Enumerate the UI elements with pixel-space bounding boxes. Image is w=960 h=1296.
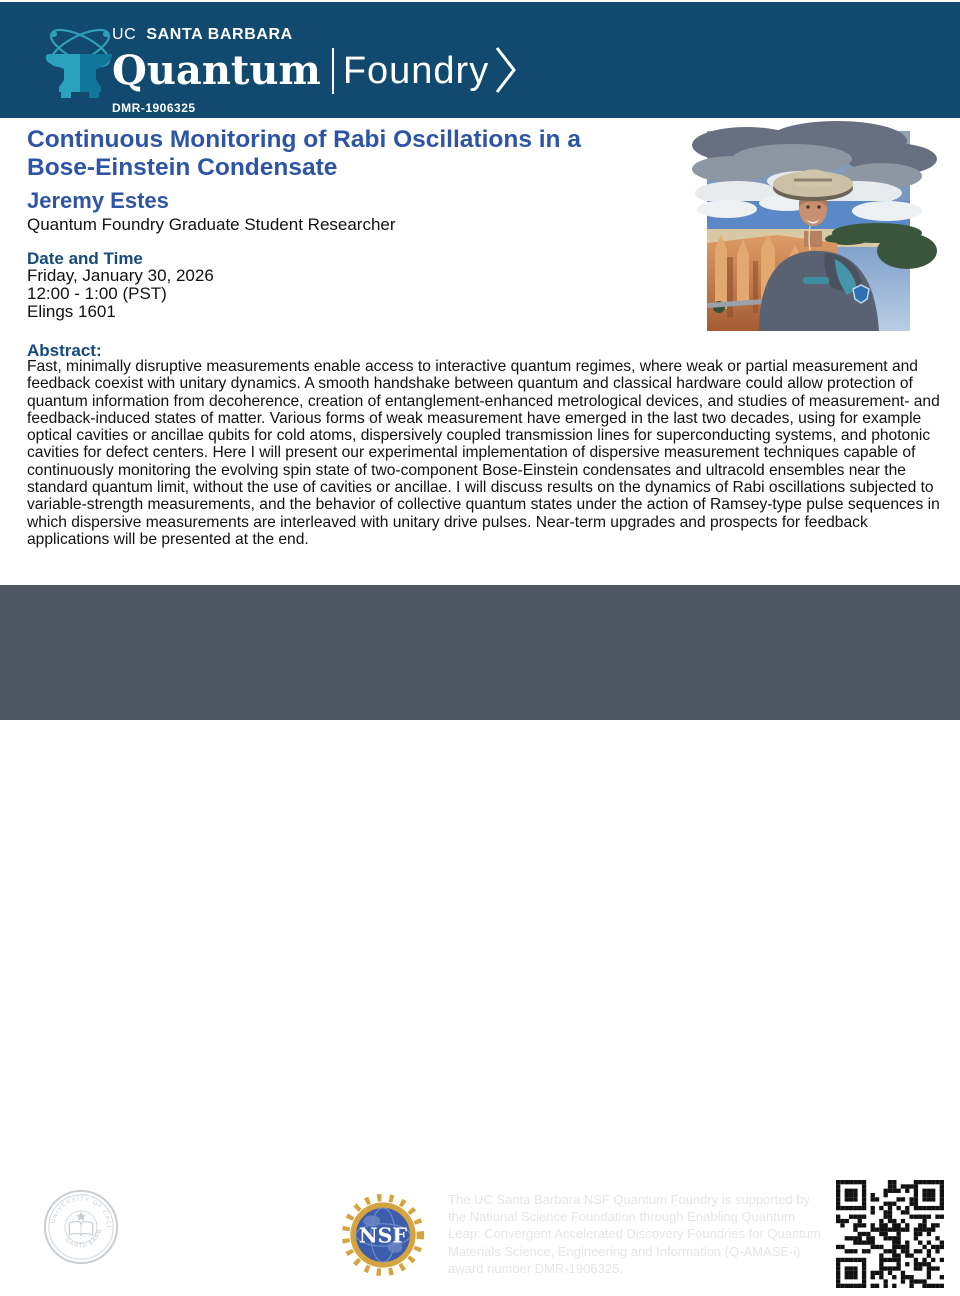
talk-time: 12:00 - 1:00 (PST)	[27, 283, 167, 303]
cnsi-label: CNSi	[148, 1211, 281, 1269]
qr-code	[828, 1172, 952, 1296]
speaker-photo	[707, 131, 910, 331]
quantum-foundry-logo	[112, 26, 517, 115]
cnsi-logo	[136, 1195, 334, 1279]
footer-banner	[0, 585, 960, 1276]
support-text: The UC Santa Barbara NSF Quantum Foundry is supported by the National Science Foundation through Enabling Quantum Leap: Convergent Accelerated Discovery Foundries for Quantum Materials Science, Engineering and Information (Q-AMASE-i) award number DMR-1906325.	[448, 1192, 821, 1276]
speaker-role: Quantum Foundry Graduate Student Researcher	[27, 215, 396, 234]
svg-text:SANTA BARBARA	[42, 1188, 104, 1249]
svg-text:UNIVERSITY OF CALIFORNIA	[42, 1188, 111, 1228]
abstract-heading: Abstract:	[27, 341, 102, 360]
datetime-details	[27, 267, 214, 320]
brand-line	[112, 48, 517, 94]
award-number: DMR-1906325	[112, 101, 196, 115]
ucsb-seal-icon	[42, 1188, 120, 1271]
brand-quantum: Quantum	[112, 47, 321, 94]
nsf-label: NSF	[358, 1223, 408, 1248]
seal-text-top: UNIVERSITY OF CALI	[50, 1196, 112, 1229]
chevron-right-icon	[495, 46, 517, 99]
header-banner	[0, 2, 960, 118]
brand-foundry: Foundry	[342, 50, 490, 92]
seal-text-bottom: SANTA BARB	[63, 1227, 104, 1250]
university-label: SANTA BARBARA	[146, 26, 293, 43]
title-line-2: Bose-Einstein Condensate	[27, 154, 338, 181]
datetime-heading: Date and Time	[27, 249, 143, 268]
university-prefix: UC	[112, 26, 137, 43]
title-line-1: Continuous Monitoring of Rabi Oscillations in a	[27, 126, 581, 153]
anvil-atom-icon	[44, 14, 116, 111]
brand-divider	[332, 48, 334, 94]
abstract-text: Fast, minimally disruptive measurements enable access to interactive quantum regimes, where weak or partial measurement and feedback coexist with unitary dynamics. A smooth handshake between quantum and classical hardware could allow protection of quantum information from decoherence, creation of entanglement-enhanced metrological devices, and studies of measurement- and feedback-induced states of matter. Various forms of weak measurement have emerged in the last two decades, using for example optical cavities or ancillae qubits for cold atoms, dispersively coupled transmission lines for superconducting systems, and photonic cavities for defect centers. Here I will present our experimental implementation of dispersive measurement techniques capable of continuously monitoring the evolving spin state of two-component Bose-Einstein condensates and ultracold ensembles near the standard quantum limit, without the use of cavities or ancillae. I will discuss results on the dynamics of Rabi oscillations subjected to variable-strength measurements, and the behavior of collective quantum states under the action of Ramsey-type pulse sequences in which dispersive measurements are interleaved with unitary drive pulses. Near-term upgrades and prospects for feedback applications will be presented at the end.	[27, 358, 940, 548]
university-name	[112, 26, 517, 44]
speaker-name: Jeremy Estes	[27, 188, 169, 213]
talk-title	[27, 126, 727, 182]
talk-location: Elings 1601	[27, 301, 116, 321]
nsf-logo-icon	[341, 1193, 425, 1282]
talk-date: Friday, January 30, 2026	[27, 266, 214, 285]
